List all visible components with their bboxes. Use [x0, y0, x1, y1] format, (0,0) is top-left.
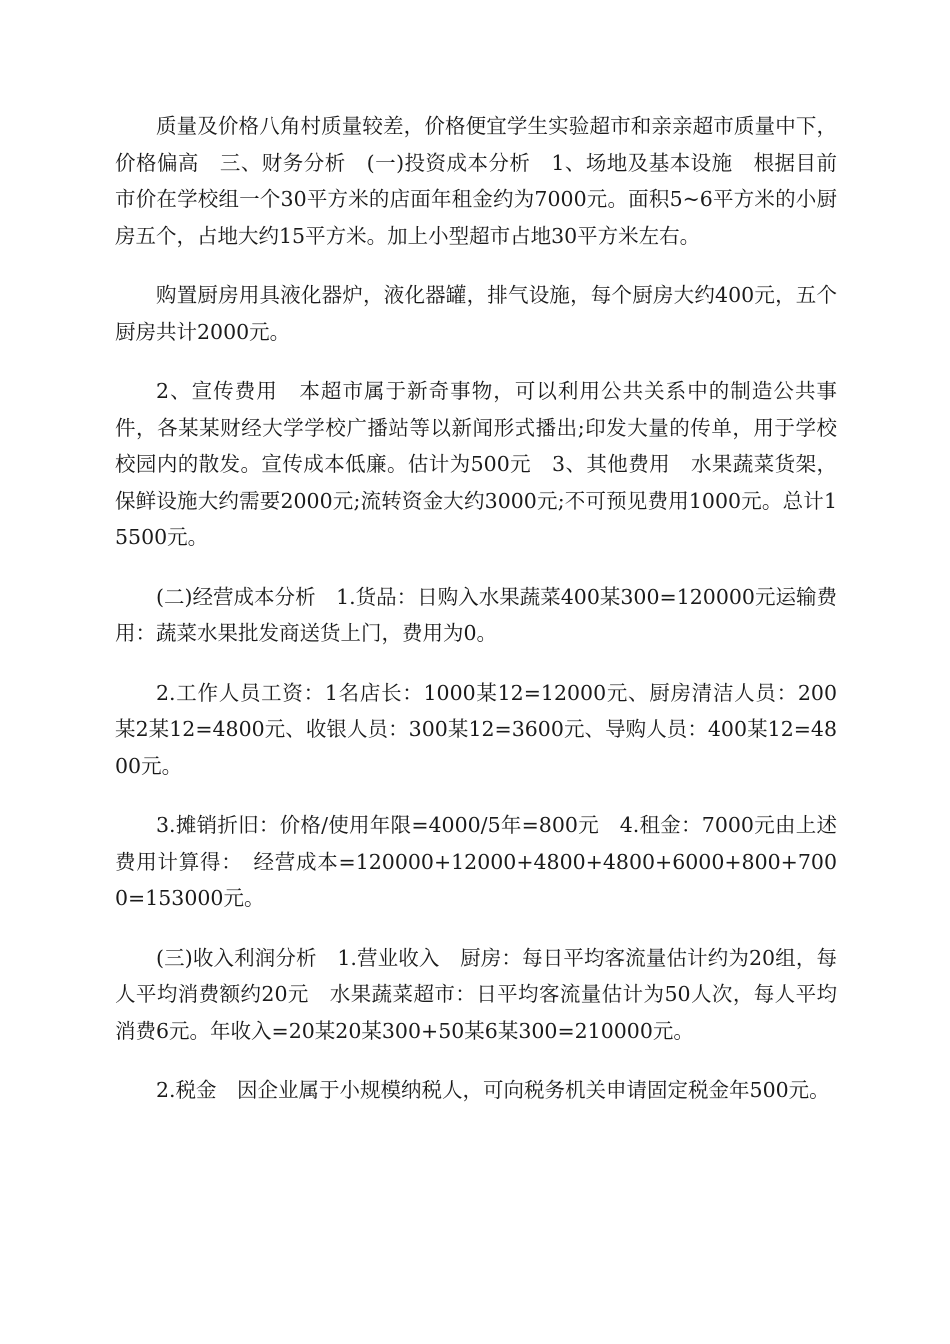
- document-body: [115, 108, 837, 1132]
- paragraph-operating-cost-goods: (二)经营成本分析 1.货品：日购入水果蔬菜400某300=120000元运输费用：蔬菜水果批发商送货上门，费用为0。: [115, 584, 837, 645]
- paragraph-depreciation-rent: 3.摊销折旧：价格/使用年限=4000/5年=800元 4.租金：7000元由上述费用计算得： 经营成本=120000+12000+4800+4800+6000+800+7000=153000元。: [115, 813, 837, 910]
- paragraph-taxes: 2.税金 因企业属于小规模纳税人，可向税务机关申请固定税金年500元。: [156, 1078, 830, 1102]
- paragraph-site-and-facilities: 质量及价格八角村质量较差，价格便宜学生实验超市和亲亲超市质量中下，价格偏高 三、财务分析 (一)投资成本分析 1、场地及基本设施 根据目前市价在学校组一个30平方米的店面年租金约为7000元。面积5~6平方米的小厨房五个，占地大约15平方米。加上小型超市占地30平方米左右。: [115, 114, 837, 248]
- paragraph-promotion-costs: 2、宣传费用 本超市属于新奇事物，可以利用公共关系中的制造公共事件，各某某财经大学学校广播站等以新闻形式播出;印发大量的传单，用于学校校园内的散发。宣传成本低廉。估计为500元 3、其他费用 水果蔬菜货架，保鲜设施大约需要2000元;流转资金大约3000元;不可预见费用1000元。总计15500元。: [115, 379, 837, 549]
- paragraph-revenue-analysis: (三)收入利润分析 1.营业收入 厨房：每日平均客流量估计约为20组，每人平均消费额约20元 水果蔬菜超市：日平均客流量估计为50人次，每人平均消费6元。年收入=20某20某300+50某6某300=210000元。: [115, 945, 837, 1043]
- paragraph-staff-wages: 2.工作人员工资：1名店长：1000某12=12000元、厨房清洁人员：200某2某12=4800元、收银人员：300某12=3600元、导购人员：400某12=4800元。: [115, 680, 837, 778]
- paragraph-kitchen-equipment: 购置厨房用具液化器炉，液化器罐，排气设施，每个厨房大约400元，五个厨房共计2000元。: [115, 283, 837, 344]
